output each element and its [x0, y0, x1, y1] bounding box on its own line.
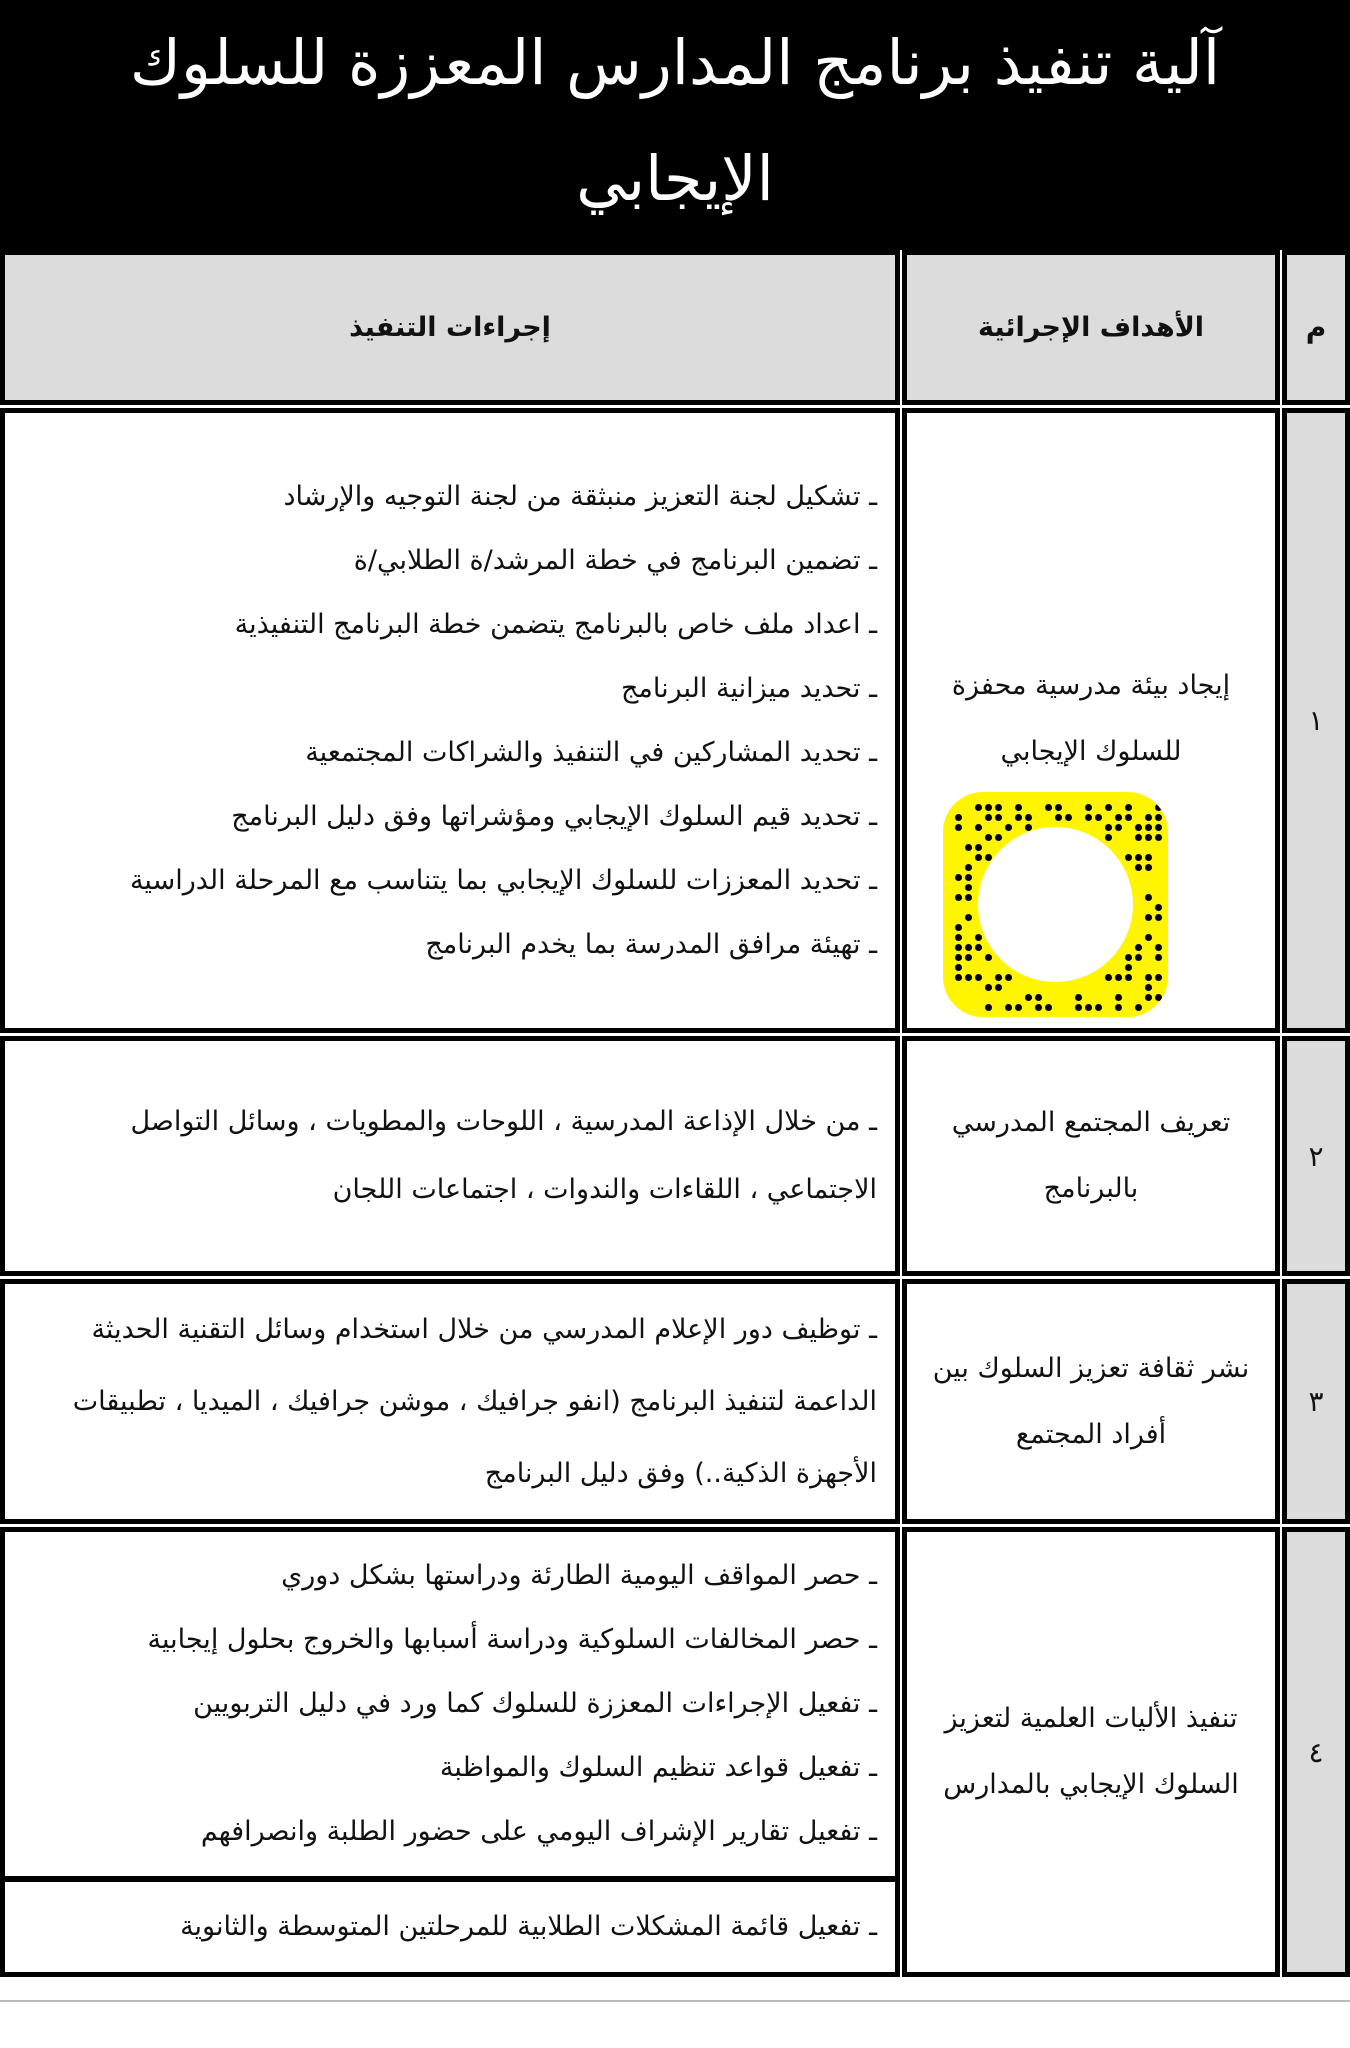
qr-dot — [975, 854, 982, 861]
qr-dot — [1145, 934, 1152, 941]
qr-dot — [1145, 894, 1152, 901]
qr-dot — [995, 804, 1002, 811]
list-item: ـ اعداد ملف خاص بالبرنامج يتضمن خطة البرنامج التنفيذية — [234, 608, 877, 640]
qr-dot — [1145, 824, 1152, 831]
qr-dot — [1145, 914, 1152, 921]
qr-dot — [1115, 824, 1122, 831]
qr-dot — [1135, 954, 1142, 961]
qr-dot — [1105, 974, 1112, 981]
list-item: ـ تحديد المشاركين في التنفيذ والشراكات المجتمعية — [305, 736, 877, 768]
qr-dot — [985, 814, 992, 821]
qr-dot — [1005, 824, 1012, 831]
qr-dot — [1155, 954, 1162, 961]
objective-line2: بالبرنامج — [1043, 1173, 1139, 1204]
qr-dot — [1125, 804, 1132, 811]
list-item: ـ تهيئة مرافق المدرسة بما يخدم البرنامج — [425, 928, 877, 960]
row-number: ١ — [1308, 704, 1324, 737]
qr-dot — [965, 974, 972, 981]
qr-dot — [1115, 814, 1122, 821]
row-number: ٢ — [1308, 1139, 1324, 1173]
qr-dot — [1025, 814, 1032, 821]
qr-dot — [1155, 994, 1162, 1001]
list-item: ـ من خلال الإذاعة المدرسية ، اللوحات والمطويات ، وسائل التواصل الاجتماعي ، اللقاءات والندوات ، اجتماعات اللجان — [130, 1106, 877, 1205]
qr-dot — [965, 864, 972, 871]
qr-dot — [955, 874, 962, 881]
qr-dot — [1095, 814, 1102, 821]
qr-dot — [1025, 824, 1032, 831]
row-2-number — [1282, 1036, 1350, 1276]
qr-dot — [1085, 1004, 1092, 1011]
qr-dot — [965, 884, 972, 891]
list-item: ـ تشكيل لجنة التعزيز منبثقة من لجنة التوجيه والإرشاد — [283, 480, 877, 512]
row-3-number — [1282, 1279, 1350, 1524]
qr-dot — [965, 944, 972, 951]
qr-dot — [985, 854, 992, 861]
list-item: ـ تضمين البرنامج في خطة المرشد/ة الطلابي/ة — [353, 544, 877, 576]
list-item: ـ حصر المواقف اليومية الطارئة ودراستها بشكل دوري — [281, 1560, 877, 1591]
qr-dot — [1155, 834, 1162, 841]
qr-dot — [975, 934, 982, 941]
snapcode-qr-icon — [943, 792, 1168, 1017]
qr-dot — [1155, 814, 1162, 821]
qr-dot — [955, 964, 962, 971]
qr-dot — [995, 834, 1002, 841]
qr-dot — [1155, 974, 1162, 981]
row-1-actions — [0, 408, 900, 1033]
qr-dot — [1135, 834, 1142, 841]
qr-dot — [1025, 994, 1032, 1001]
qr-dot — [965, 914, 972, 921]
header-number — [1282, 250, 1350, 405]
qr-dot — [1125, 854, 1132, 861]
objective-line2: للسلوك الإيجابي — [1000, 736, 1182, 767]
row-2-objective — [902, 1036, 1280, 1276]
qr-dot — [1125, 954, 1132, 961]
list-item: ـ تفعيل الإجراءات المعززة للسلوك كما ورد في دليل التربويين — [193, 1688, 877, 1719]
qr-dot — [1145, 984, 1152, 991]
qr-dot — [955, 814, 962, 821]
page-title-line2: الإيجابي — [576, 142, 774, 215]
qr-dot — [1115, 994, 1122, 1001]
qr-dot — [1135, 854, 1142, 861]
qr-dot — [1115, 1004, 1122, 1011]
qr-dot — [1105, 804, 1112, 811]
actions-list — [17, 1544, 877, 1864]
header-objectives-label: الأهداف الإجرائية — [977, 312, 1205, 343]
qr-dot — [1095, 1004, 1102, 1011]
list-item: ـ تحديد المعززات للسلوك الإيجابي بما يتناسب مع المرحلة الدراسية — [129, 864, 877, 896]
qr-dot — [965, 954, 972, 961]
qr-dot — [1105, 824, 1112, 831]
header-number-label: م — [1305, 311, 1327, 344]
qr-dot — [975, 844, 982, 851]
row-4-objective — [902, 1527, 1280, 1977]
row-4-extra-action — [0, 1877, 900, 1977]
qr-dot — [1125, 974, 1132, 981]
implementation-table — [0, 250, 1350, 1990]
qr-dot — [1125, 814, 1132, 821]
row-3-actions — [0, 1279, 900, 1524]
qr-dot — [1145, 994, 1152, 1001]
qr-dot — [1005, 974, 1012, 981]
qr-dot — [965, 844, 972, 851]
qr-dot — [985, 1004, 992, 1011]
qr-dot — [1145, 864, 1152, 871]
qr-dot — [955, 824, 962, 831]
objective-line2: أفراد المجتمع — [1015, 1418, 1167, 1450]
qr-dot — [1155, 944, 1162, 951]
qr-dot — [1015, 804, 1022, 811]
qr-dot — [985, 804, 992, 811]
qr-dot — [955, 924, 962, 931]
qr-dot — [1145, 814, 1152, 821]
qr-dot — [1155, 914, 1162, 921]
qr-dot — [1085, 804, 1092, 811]
objective-line1: تعريف المجتمع المدرسي — [951, 1107, 1231, 1138]
objective-line1: إيجاد بيئة مدرسية محفزة — [951, 670, 1231, 701]
list-item: ـ تحديد ميزانية البرنامج — [620, 672, 877, 704]
qr-dot — [1035, 994, 1042, 1001]
row-number: ٤ — [1308, 1735, 1324, 1769]
qr-dot — [1135, 944, 1142, 951]
qr-dot — [1105, 834, 1112, 841]
qr-dot — [1005, 1004, 1012, 1011]
actions-list — [17, 465, 877, 977]
qr-dot — [1115, 974, 1122, 981]
qr-dot — [1135, 824, 1142, 831]
qr-dot — [1135, 1004, 1142, 1011]
list-item: ـ حصر المخالفات السلوكية ودراسة أسبابها والخروج بحلول إيجابية — [147, 1624, 877, 1655]
qr-dot — [995, 974, 1002, 981]
qr-dot — [1075, 1004, 1082, 1011]
qr-dot — [1045, 1004, 1052, 1011]
list-item: ـ تفعيل قواعد تنظيم السلوك والمواظبة — [439, 1752, 877, 1783]
qr-dot — [1125, 964, 1132, 971]
qr-dot — [1015, 1004, 1022, 1011]
qr-dot — [975, 804, 982, 811]
header-actions-label: إجراءات التنفيذ — [349, 312, 551, 343]
row-1-number — [1282, 408, 1350, 1033]
objective-line1: نشر ثقافة تعزيز السلوك بين — [932, 1352, 1250, 1384]
qr-dot — [1145, 834, 1152, 841]
qr-dot — [955, 944, 962, 951]
header-objectives — [902, 250, 1280, 405]
row-4-number — [1282, 1527, 1350, 1977]
row-4-actions — [0, 1527, 900, 1881]
qr-dot — [985, 984, 992, 991]
qr-dot — [995, 984, 1002, 991]
qr-dot — [1035, 1004, 1042, 1011]
qr-dot — [975, 974, 982, 981]
actions-list — [17, 1895, 877, 1959]
qr-dot — [1055, 814, 1062, 821]
row-2-actions — [0, 1036, 900, 1276]
qr-dot — [1085, 814, 1092, 821]
qr-dot — [1135, 864, 1142, 871]
qr-dot — [1065, 814, 1072, 821]
qr-dot — [965, 874, 972, 881]
qr-dot — [955, 974, 962, 981]
qr-dot — [955, 894, 962, 901]
list-item: ـ تفعيل قائمة المشكلات الطلابية للمرحلتين المتوسطة والثانوية — [180, 1911, 877, 1942]
objective-line1: تنفيذ الأليات العلمية لتعزيز — [944, 1703, 1238, 1734]
qr-dot — [1145, 854, 1152, 861]
list-item: ـ تفعيل تقارير الإشراف اليومي على حضور الطلبة وانصرافهم — [200, 1816, 877, 1847]
qr-dot — [1145, 974, 1152, 981]
qr-dot — [985, 834, 992, 841]
qr-dot — [1155, 904, 1162, 911]
list-item: ـ تحديد قيم السلوك الإيجابي ومؤشراتها وفق دليل البرنامج — [231, 800, 877, 832]
objective-line2: السلوك الإيجابي بالمدارس — [943, 1769, 1239, 1800]
page-title-line1: آلية تنفيذ برنامج المدارس المعززة للسلوك — [129, 26, 1221, 99]
actions-list — [17, 1294, 877, 1510]
header-actions — [0, 250, 900, 405]
actions-list — [17, 1088, 877, 1224]
row-number: ٣ — [1308, 1385, 1324, 1418]
qr-dot — [1015, 814, 1022, 821]
list-item: ـ توظيف دور الإعلام المدرسي من خلال استخدام وسائل التقنية الحديثة الداعمة لتنفيذ البرنامج (انفو جرافيك ، موشن جرافيك ، الميديا ، تطبيقات الأجهزة الذكية..) وفق دليل البرنامج — [72, 1313, 877, 1489]
qr-dot — [1075, 994, 1082, 1001]
qr-dot — [1155, 824, 1162, 831]
qr-dot — [975, 824, 982, 831]
row-3-objective — [902, 1279, 1280, 1524]
qr-dot — [955, 954, 962, 961]
qr-dot — [955, 934, 962, 941]
qr-dot — [965, 894, 972, 901]
qr-dot — [995, 814, 1002, 821]
qr-dot — [1155, 804, 1162, 811]
qr-dot — [1055, 804, 1062, 811]
qr-center-circle — [978, 827, 1133, 982]
bottom-divider — [0, 2000, 1350, 2002]
qr-dot — [985, 954, 992, 961]
qr-dot — [975, 944, 982, 951]
qr-dot — [1045, 804, 1052, 811]
title-banner — [0, 0, 1350, 250]
